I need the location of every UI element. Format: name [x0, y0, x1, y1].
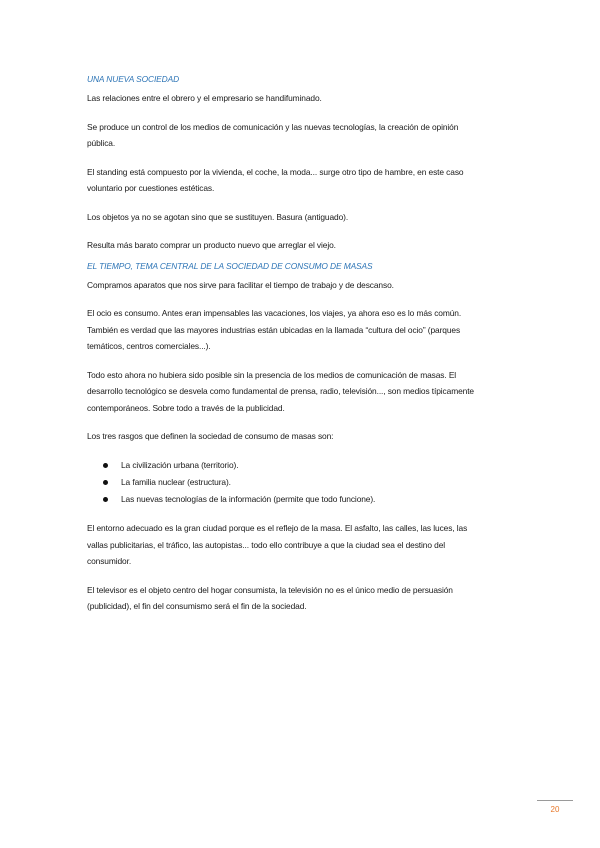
bullet-list	[87, 457, 485, 509]
paragraph: Las relaciones entre el obrero y el empresario se handifuminado.	[87, 93, 322, 103]
paragraph: Resulta más barato comprar un producto nuevo que arreglar el viejo.	[87, 240, 336, 250]
bullet-icon	[103, 463, 108, 468]
paragraph: Los tres rasgos que definen la sociedad de consumo de masas son:	[87, 431, 334, 441]
bullet-icon	[103, 480, 108, 485]
paragraph: El televisor es el objeto centro del hogar consumista, la televisión no es el único medio de persuasión (publicidad), el fin del consumismo será el fin de la sociedad.	[87, 584, 453, 612]
paragraph: Compramos aparatos que nos sirve para facilitar el tiempo de trabajo y de descanso.	[87, 279, 394, 290]
paragraph: Se produce un control de los medios de comunicación y las nuevas tecnologías, la creación de opinión pública.	[87, 121, 459, 148]
list-item-text: Las nuevas tecnologías de la información (permite que todo funcione).	[121, 494, 376, 505]
bullet-icon	[103, 497, 108, 502]
list-item	[87, 474, 485, 491]
paragraph: El standing está compuesto por la vivienda, el coche, la moda... surge otro tipo de hambre, en este caso voluntario por cuestiones estéticas.	[87, 166, 464, 193]
page-content	[87, 73, 485, 627]
paragraph: Los objetos ya no se agotan sino que se sustituyen. Basura (antiguado).	[87, 211, 349, 222]
section-heading-nueva-sociedad: UNA NUEVA SOCIEDAD	[87, 74, 180, 84]
list-item-text: La civilización urbana (territorio).	[121, 459, 239, 470]
paragraph: El entorno adecuado es la gran ciudad porque es el reflejo de la masa. El asfalto, las calles, las luces, las vallas publicitarias, el tráfico, las autopistas... todo ello contribuye a que la ciudad sea el destino del consumidor.	[87, 523, 468, 567]
paragraph: Todo esto ahora no hubiera sido posible sin la presencia de los medios de comunicación de masas. El desarrollo tecnológico se desvela como fundamental de prensa, radio, televisión..., son medios típicamente contemporáneos. Sobre todo a través de la publicidad.	[87, 369, 474, 413]
page-number: 20	[550, 805, 560, 814]
list-item	[87, 491, 485, 508]
footer-divider	[537, 800, 573, 801]
list-item	[87, 457, 485, 474]
list-item-text: La familia nuclear (estructura).	[121, 476, 231, 487]
paragraph: El ocio es consumo. Antes eran impensables las vacaciones, los viajes, ya ahora eso es lo más común. También es verdad que las mayores industrias están ubicadas en la llamada “cultura del ocio” (parques temáticos, centros comerciales...).	[87, 308, 462, 351]
section-heading-el-tiempo: EL TIEMPO, TEMA CENTRAL DE LA SOCIEDAD DE CONSUMO DE MASAS	[87, 260, 373, 271]
